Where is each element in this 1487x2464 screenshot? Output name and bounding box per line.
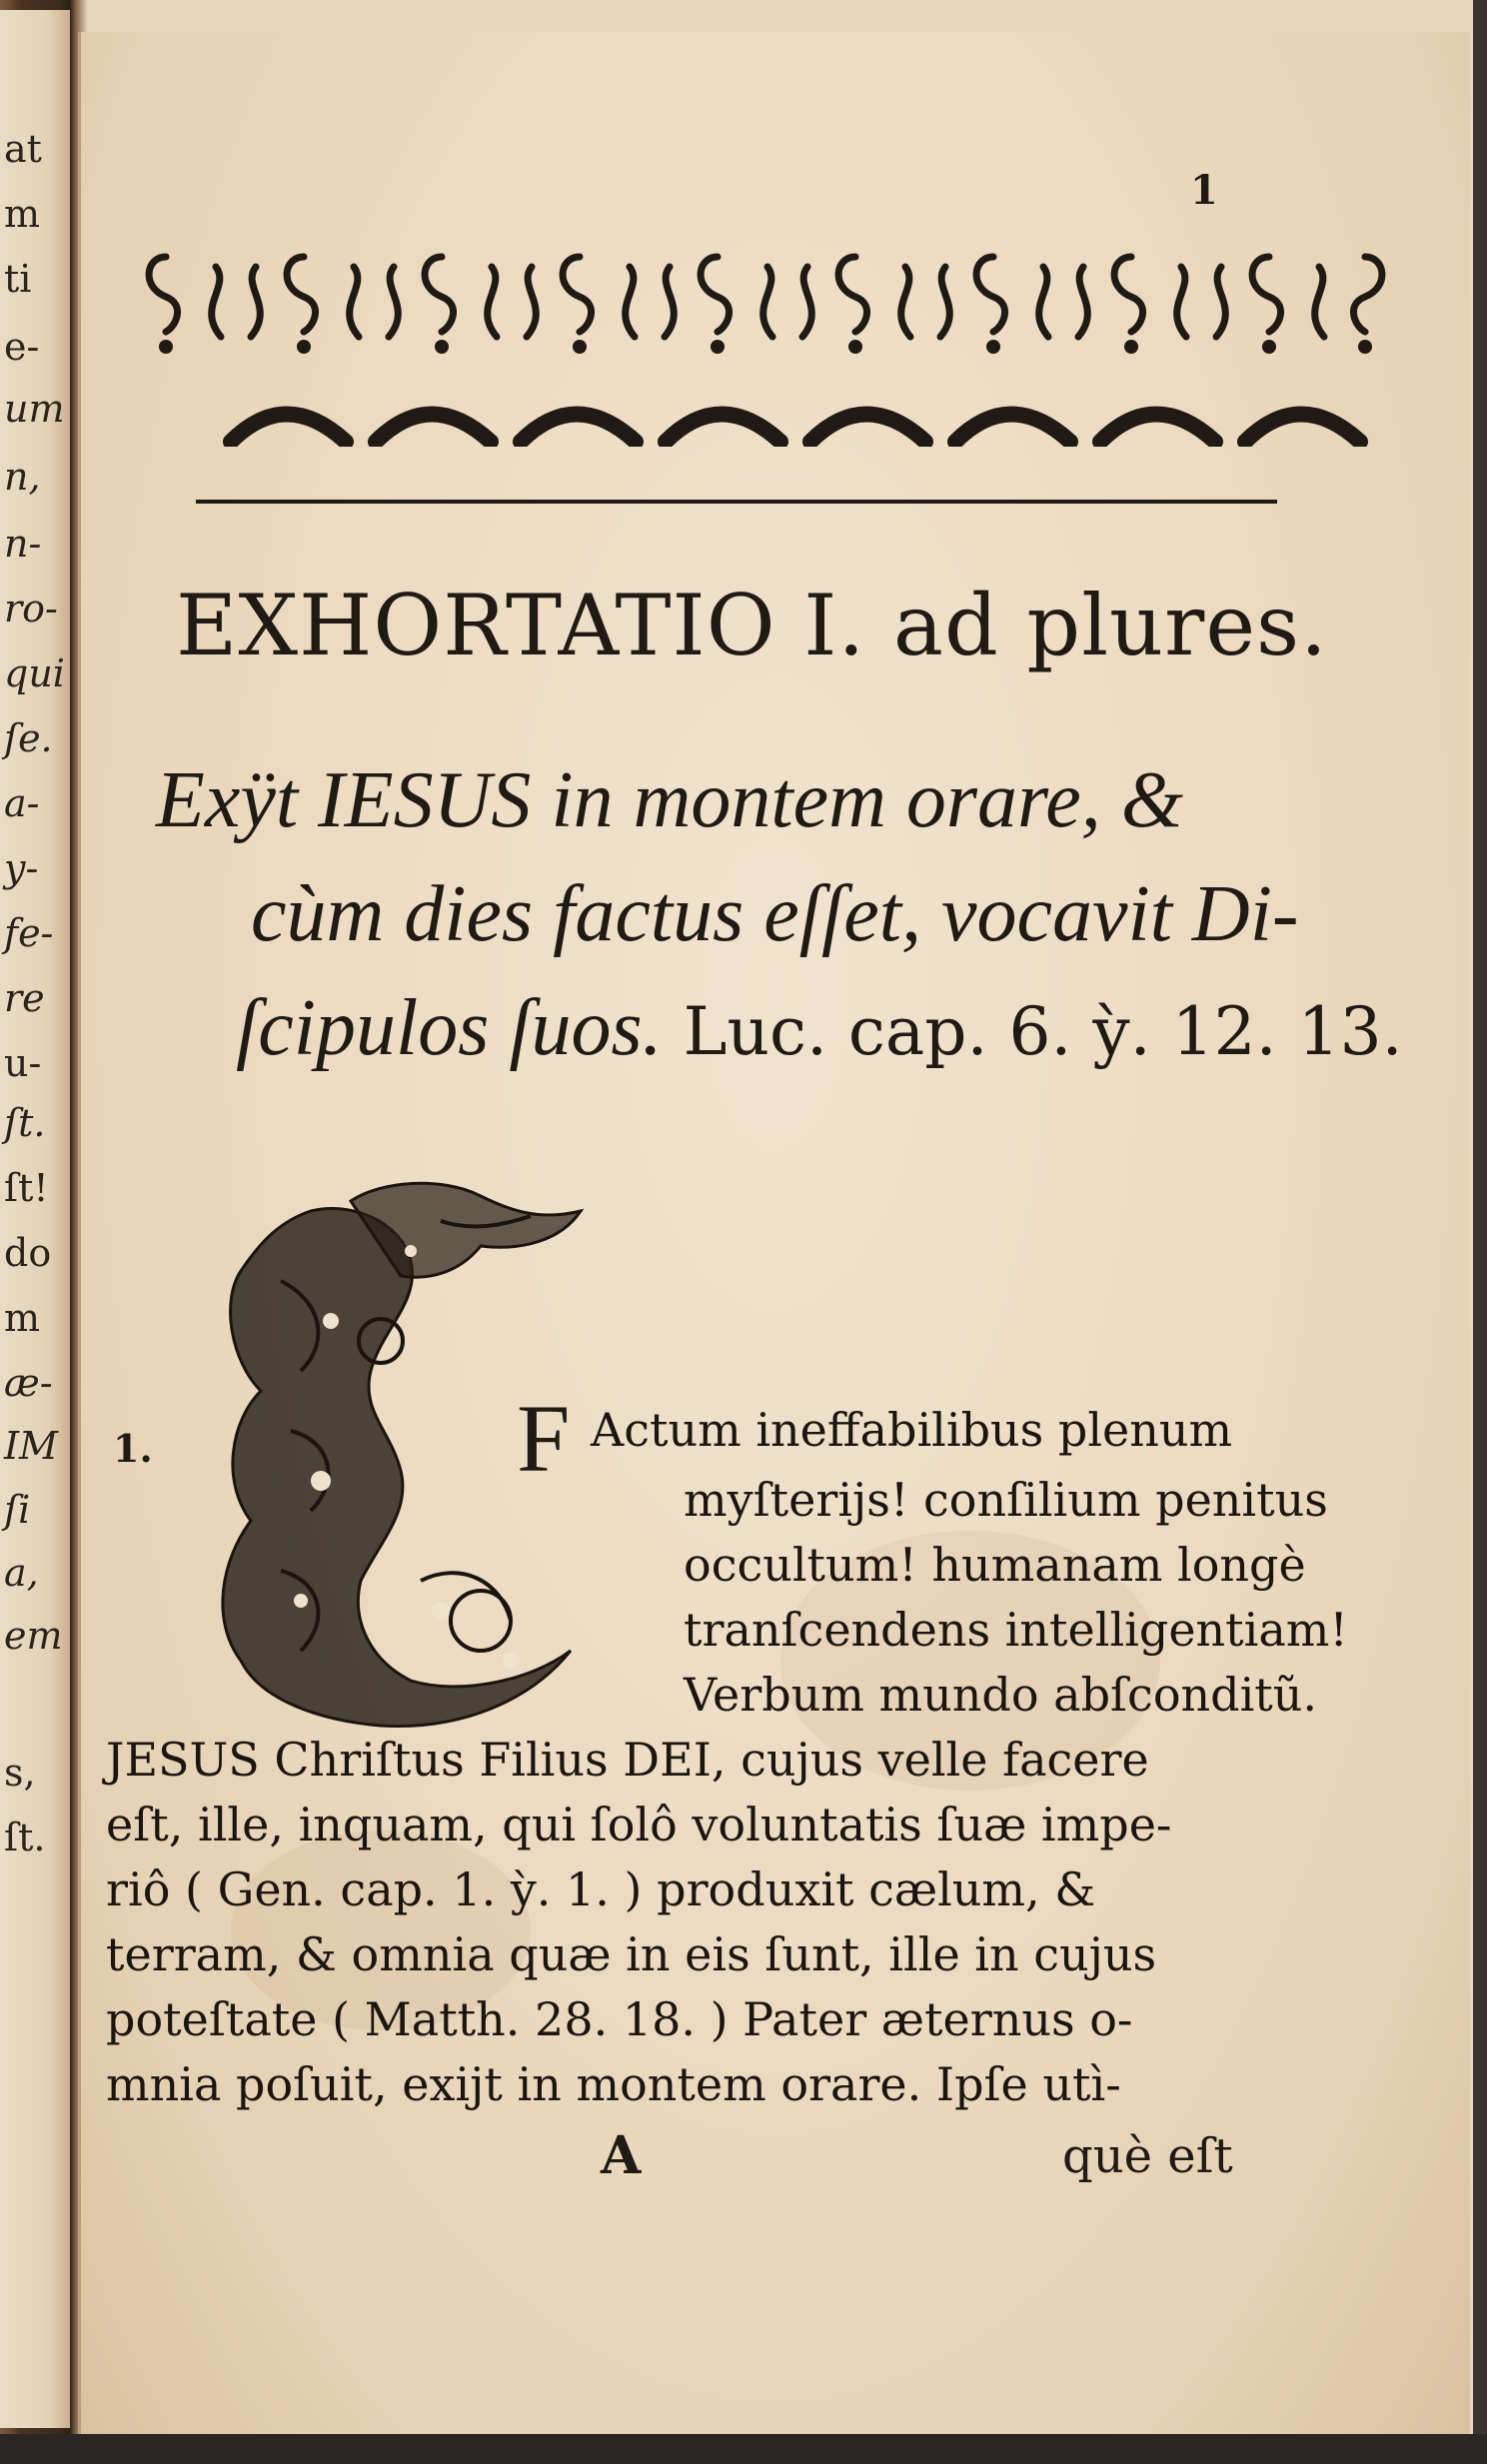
left-page-fragment: ſt! (4, 1166, 49, 1210)
catchword: què eſt (1062, 2128, 1233, 2184)
body-line: mnia poſuit, exijt in montem orare. Ipſe utì- (106, 2057, 1121, 2111)
body-line: Verbum mundo abſconditũ. (684, 1668, 1318, 1722)
left-page-fragment: y- (4, 846, 39, 890)
initial-letter: F (517, 1385, 571, 1492)
body-line-0: Actum ineffabilibus plenum (591, 1403, 1233, 1457)
body-line: poteſtate ( Matth. 28. 18. ) Pater æternus o- (106, 1992, 1133, 2046)
left-page-fragment: at (4, 127, 42, 171)
body-line: myſterijs! conſilium penitus (684, 1473, 1328, 1527)
scripture-line-2: cùm dies factus eſſet, vocavit Di- (251, 870, 1299, 958)
headpiece-ornament (136, 247, 1395, 447)
scripture-line-3 (156, 971, 1405, 1089)
page-number: 1 (1190, 167, 1218, 214)
body-line: occultum! humanam longè (684, 1538, 1306, 1592)
left-page-fragment: ſt. (4, 1816, 46, 1859)
scripture-reference: Luc. cap. 6. ỳ. 12. 13. (662, 993, 1403, 1070)
left-page-fragment: em (4, 1614, 63, 1658)
left-page-fragment: n, (4, 455, 41, 499)
left-page-fragment: re (4, 976, 45, 1020)
left-page-fragment: a, (4, 1551, 39, 1595)
left-page-fragment: ro- (4, 587, 58, 630)
scripture-quote (156, 743, 1405, 1089)
left-page-fragment: do (4, 1231, 52, 1275)
body-line: eſt, ille, inquam, qui ſolô voluntatis ſuæ impe- (106, 1798, 1172, 1851)
body-line: riô ( Gen. cap. 1. ỳ. 1. ) produxit cælum, & (106, 1862, 1096, 1916)
left-page-fragment: æ- (4, 1361, 53, 1405)
left-page-fragment: e- (4, 325, 40, 369)
left-page-fragment: s, (4, 1751, 36, 1795)
left-page-fragment: qui (4, 651, 65, 695)
left-page-fragment: m (4, 192, 41, 236)
scan-edge-right (1473, 0, 1487, 2464)
left-page-fragment: m (4, 1296, 41, 1340)
body-line: tranſcendens intelligentiam! (684, 1603, 1348, 1657)
left-page-fragment: um (4, 387, 65, 431)
body-line: JESUS Chriſtus Filius DEI, cujus velle facere (106, 1733, 1149, 1787)
signature-mark: A (601, 2125, 642, 2186)
header-rule (196, 500, 1277, 504)
left-page-fragment: u- (4, 1041, 42, 1085)
exhortation-heading: EXHORTATIO I. ad plures. (176, 577, 1328, 674)
left-page-fragment: ſi (4, 1488, 31, 1532)
scripture-line-1: Exÿt IESUS in montem orare, & (156, 756, 1183, 844)
left-page-fragment: a- (4, 781, 40, 825)
section-marker: 1. (113, 1426, 153, 1471)
left-page-fragment: n- (4, 522, 42, 566)
right-page (78, 32, 1470, 2434)
left-page-fragment: ſt. (4, 1101, 46, 1145)
left-page-fragment: IM (4, 1424, 58, 1468)
left-page-fragment: ti (4, 257, 32, 301)
left-page-fragment: fe- (4, 911, 54, 955)
left-page-fragment: ſe. (4, 716, 53, 760)
scripture-line-3-italic: ſcipulos ſuos. (236, 984, 663, 1072)
scan-edge-bottom (0, 2434, 1487, 2464)
body-line: terram, & omnia quæ in eis ſunt, ille in cujus (106, 1927, 1157, 1981)
left-page-edge (0, 10, 70, 2428)
